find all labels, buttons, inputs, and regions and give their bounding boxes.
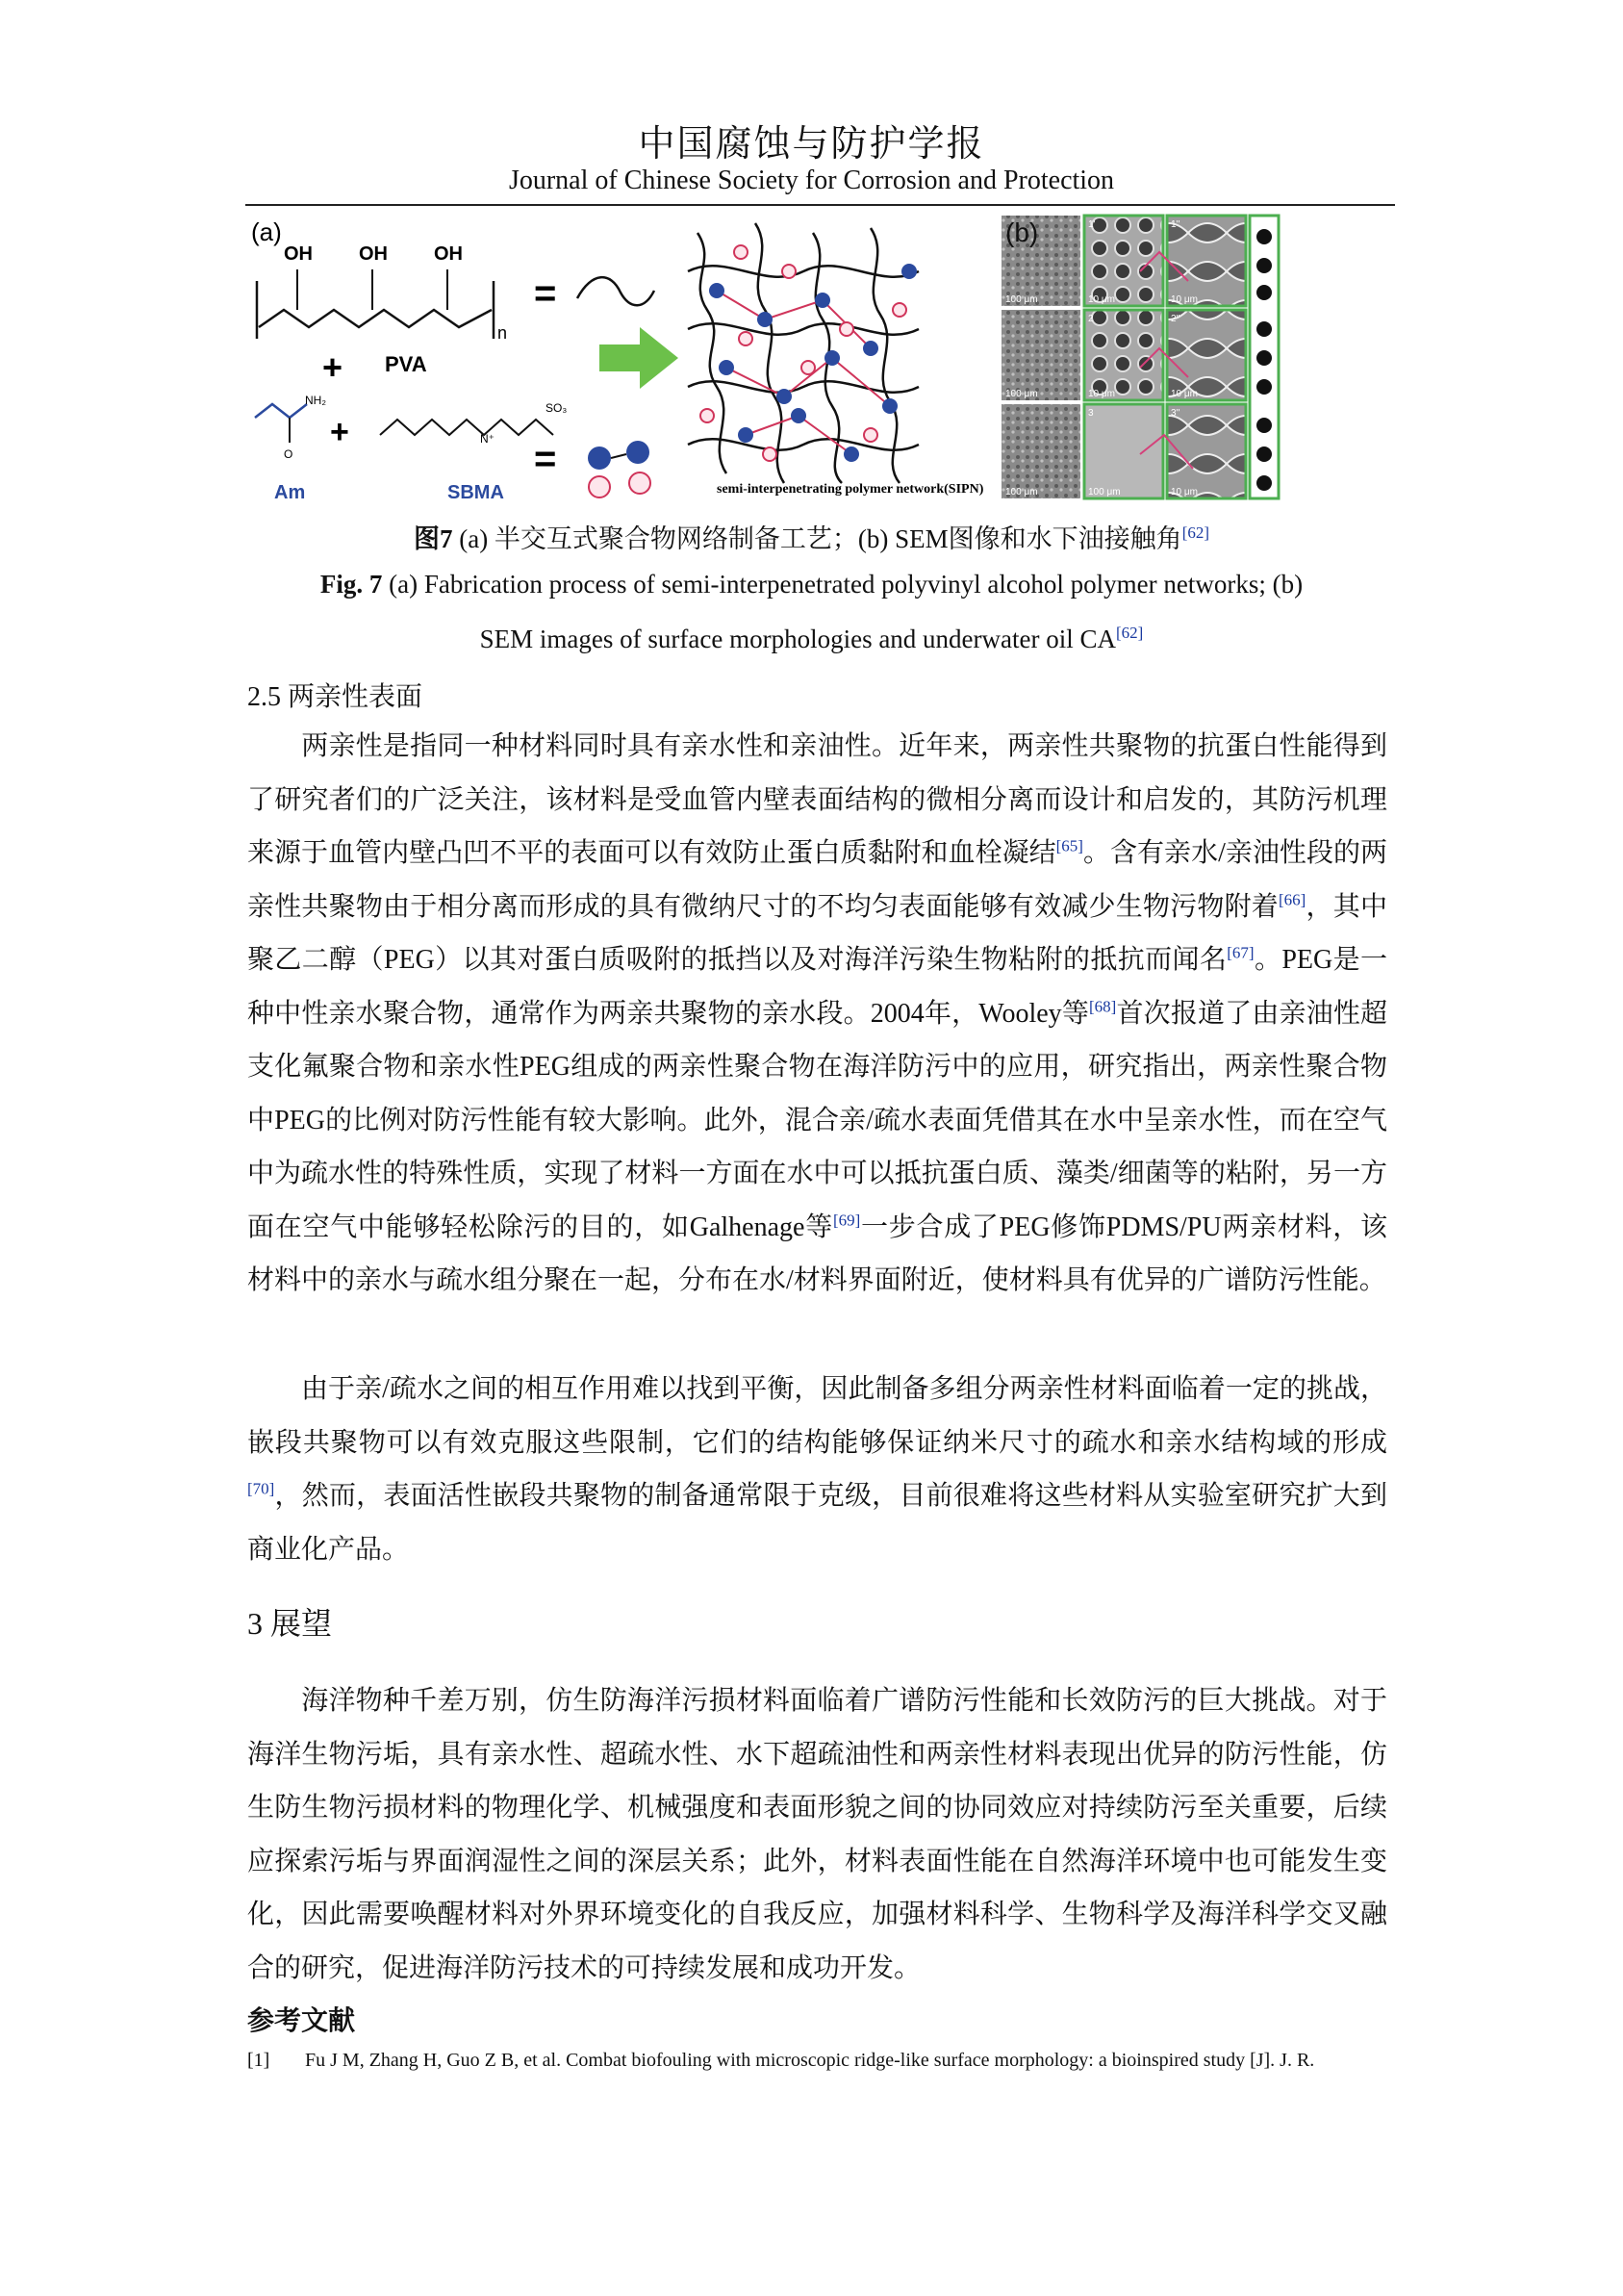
figure-7 — [245, 214, 1395, 502]
caption-cn-ref[interactable]: [62] — [1181, 523, 1210, 542]
am-label: Am — [274, 482, 306, 502]
section-2-5-paragraph-2 — [247, 1363, 1387, 1576]
p1-seg-8: 首次报道了由亲油性超支化氟聚合物和亲水性PEG组成的两亲性聚合物在海洋防污中的应用，研究指出，两亲性聚合物中PEG的比例对防污性能有较大影响。此外，混合亲/疏水表面凭借其在水中呈亲水性，而在空气中为疏水性的特殊性质，实现了材料一方面在水中可以抵抗蛋白质、藻类/细菌等的粘附，另一方面在空气中能够轻松除污的目的，如Galhenage等 — [247, 998, 1387, 1242]
svg-text:2'': 2'' — [1171, 314, 1180, 324]
p1-seg-6: 。PEG是一种中性亲水聚合物，通常作为两亲共聚物的亲水段。2004年，Wooley等 — [247, 945, 1387, 1029]
process-arrow — [599, 327, 678, 389]
n-subscript: n — [497, 323, 508, 343]
monomer-structures — [255, 394, 650, 502]
sbma-anion-2 — [629, 472, 650, 494]
caption-en-fig-label: Fig. 7 — [319, 570, 383, 599]
caption-en-line2 — [0, 624, 1623, 654]
citation-65[interactable]: [65] — [1055, 836, 1083, 855]
nh2-label: NH₂ — [305, 394, 326, 407]
oil-contact-angle-column — [1250, 216, 1279, 498]
citation-68[interactable]: [68] — [1089, 997, 1117, 1016]
sipn-nodes — [700, 245, 917, 462]
svg-text:10 μm: 10 μm — [1171, 294, 1198, 305]
oh-label-3: OH — [434, 243, 463, 265]
caption-cn-fig-label: 图7 — [413, 524, 453, 553]
p1-seg-4: ，其中聚乙二醇（PEG）以其对蛋白质吸附的抵挡以及对海洋污染生物粘附的抵抗而闻名 — [247, 891, 1387, 975]
p2-seg-0: 由于亲/疏水之间的相互作用难以找到平衡，因此制备多组分两亲性材料面临着一定的挑战，嵌段共聚物可以有效克服这些限制，它们的结构能够保证纳米尺寸的疏水和亲水结构域的形成 — [247, 1374, 1387, 1458]
caption-en-text-1: (a) Fabrication process of semi-interpenetrated polyvinyl alcohol polymer networks; (b) — [382, 570, 1304, 599]
section-3-text: 海洋物种千差万别，仿生防海洋污损材料面临着广谱防污性能和长效防污的巨大挑战。对于海洋生物污垢，具有亲水性、超疏水性、水下超疏油性和两亲性材料表现出优异的防污性能，仿生防生物污损材料的物理化学、机械强度和表面形貌之间的协同效应对持续防污至关重要，后续应探索污垢与界面润湿性之间的深层关系；此外，材料表面性能在自然海洋环境中也可能发生变化，因此需要唤醒材料对外界环境变化的自我反应，加强材料科学、生物科学及海洋科学交叉融合的研究，促进海洋防污技术的可持续发展和成功开发。 — [247, 1686, 1387, 1983]
sipn-network — [688, 223, 919, 483]
journal-title-en: Journal of Chinese Society for Corrosion and Protection — [508, 166, 1115, 195]
section-2-5-paragraph-1 — [247, 720, 1387, 1308]
pva-label: PVA — [385, 352, 427, 376]
equals-2: = — [534, 438, 557, 480]
reference-text: Fu J M, Zhang H, Guo Z B, et al. Combat biofouling with microscopic ridge-like surface morphology: a bioinspired study [J]. J. R. — [305, 2050, 1315, 2071]
figure-panel-a — [245, 214, 996, 502]
p1-seg-0: 两亲性是指同一种材料同时具有亲水性和亲油性。近年来，两亲性共聚物的抗蛋白性能得到了研究者们的广泛关注，该材料是受血管内壁表面结构的微相分离而设计和启发的，其防污机理来源于血管内壁凸凹不平的表面可以有效防止蛋白质黏附和血栓凝结 — [247, 731, 1387, 868]
references-heading: 参考文献 — [247, 2006, 356, 2036]
citation-69[interactable]: [69] — [832, 1211, 861, 1230]
svg-text:10 μm: 10 μm — [1171, 487, 1198, 497]
n-plus-label: N⁺ — [480, 432, 495, 446]
sbma-cation-1 — [588, 446, 611, 470]
citation-67[interactable]: [67] — [1227, 943, 1255, 962]
p2-seg-2: ，然而，表面活性嵌段共聚物的制备通常限于克级，目前很难将这些材料从实验室研究扩大到商业化产品。 — [247, 1481, 1387, 1565]
svg-text:100 μm: 100 μm — [1005, 487, 1038, 497]
plus-1: + — [322, 347, 343, 387]
reference-item-1 — [247, 2050, 1402, 2072]
section-heading-2-5: 2.5 两亲性表面 — [247, 682, 423, 712]
p1-seg-10: 一步合成了PEG修饰PDMS/PU两亲材料，该材料中的亲水与疏水组分聚在一起，分布在水/材料界面附近，使材料具有优异的广谱防污性能。 — [247, 1212, 1388, 1295]
panel-b-label: (b) — [1005, 217, 1039, 247]
svg-text:3'': 3'' — [1171, 408, 1180, 419]
sbma-label: SBMA — [447, 482, 504, 502]
plus-2: + — [330, 414, 349, 450]
sem-grid — [1002, 216, 1246, 498]
section-3-paragraph-1 — [247, 1674, 1387, 1995]
panel-a-label: (a) — [251, 217, 282, 246]
svg-text:2: 2 — [1088, 314, 1094, 324]
svg-text:1'': 1'' — [1171, 219, 1180, 230]
pva-structure — [257, 243, 654, 387]
svg-text:100 μm: 100 μm — [1088, 487, 1121, 497]
equals-1: = — [534, 272, 557, 315]
svg-text:100 μm: 100 μm — [1005, 294, 1038, 305]
oh-label-1: OH — [284, 243, 313, 265]
journal-title-cn: 中国腐蚀与防护学报 — [638, 124, 985, 165]
svg-text:100 μm: 100 μm — [1005, 389, 1038, 399]
caption-en-text-2: SEM images of surface morphologies and underwater oil CA — [479, 625, 1116, 653]
header-divider — [245, 204, 1395, 206]
caption-en-line1 — [0, 570, 1623, 600]
sbma-anion-1 — [589, 476, 610, 497]
p1-seg-2: 。含有亲水/亲油性段的两亲性共聚物由于相分离而形成的具有微纳尺寸的不均匀表面能够有效减少生物污物附着 — [247, 838, 1387, 922]
caption-cn-text: (a) 半交互式聚合物网络制备工艺；(b) SEM图像和水下油接触角 — [452, 524, 1182, 553]
section-heading-3: 3 展望 — [247, 1606, 333, 1641]
sipn-label: semi-interpenetrating polymer network(SIPN) — [717, 482, 984, 497]
citation-66[interactable]: [66] — [1279, 890, 1306, 909]
caption-cn — [0, 518, 1623, 555]
so3-label: SO₃ — [545, 401, 568, 415]
sbma-cation-2 — [626, 441, 649, 464]
caption-en-ref[interactable]: [62] — [1116, 624, 1144, 642]
figure-panel-b — [996, 214, 1395, 502]
svg-text:3: 3 — [1088, 408, 1094, 419]
reference-number: [1] — [247, 2050, 270, 2071]
am-oxygen: O — [284, 447, 293, 461]
oh-label-2: OH — [359, 243, 388, 265]
citation-70[interactable]: [70] — [247, 1479, 275, 1498]
svg-text:10 μm: 10 μm — [1088, 294, 1115, 305]
svg-text:10 μm: 10 μm — [1171, 389, 1198, 399]
svg-text:10 μm: 10 μm — [1088, 389, 1115, 399]
svg-text:1': 1' — [1088, 219, 1096, 230]
